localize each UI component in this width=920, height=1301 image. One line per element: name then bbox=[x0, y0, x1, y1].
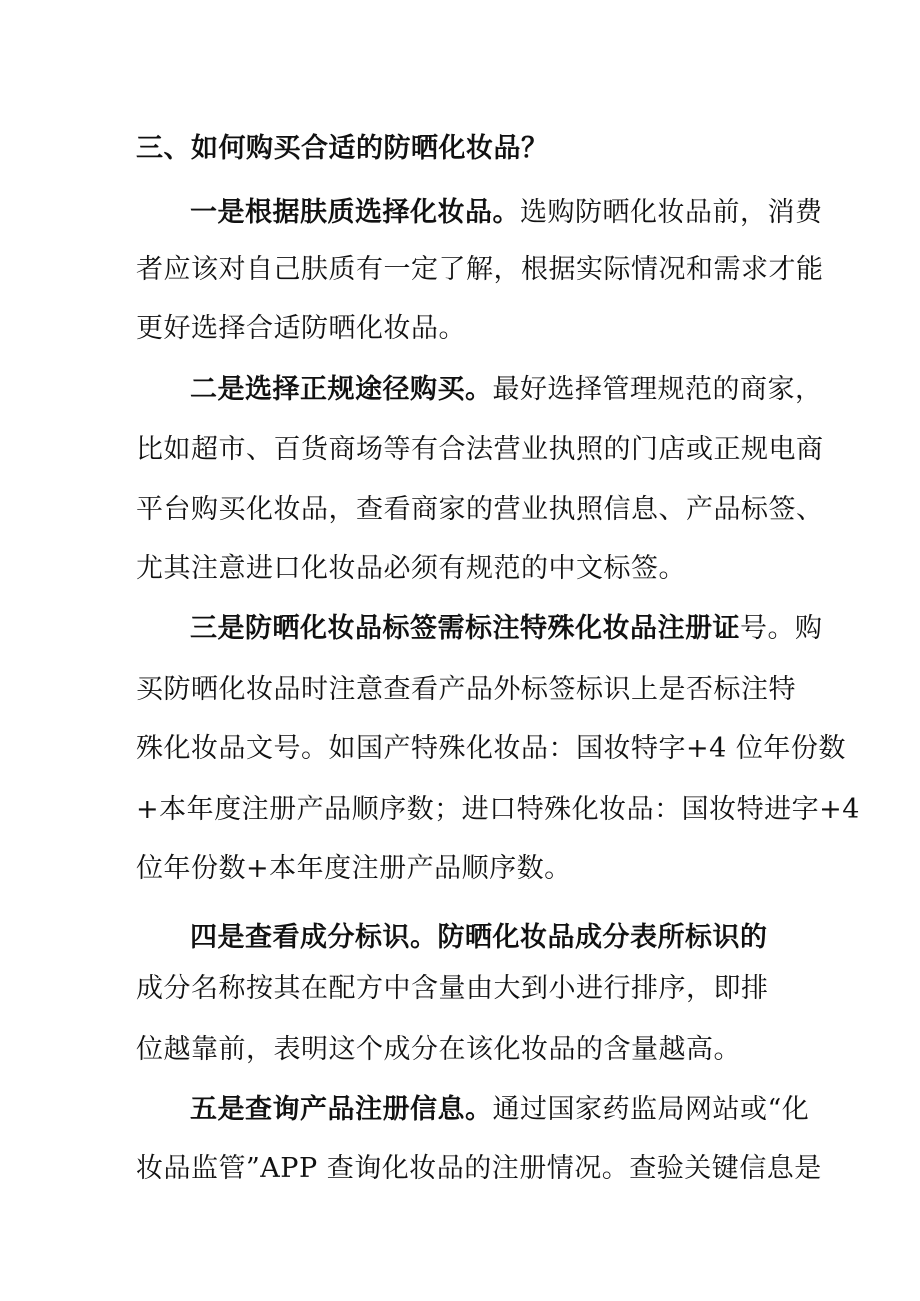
paragraph-1-line-3: 更好选择合适防晒化妆品。 bbox=[136, 313, 466, 344]
paragraph-5-line-1 bbox=[190, 1087, 809, 1126]
paragraph-4-line-1: 四是查看成分标识。防晒化妆品成分表所标识的 bbox=[190, 922, 768, 953]
paragraph-5-text: 通过国家药监局网站或“化 bbox=[492, 1094, 810, 1125]
paragraph-3-line-2: 买防晒化妆品时注意查看产品外标签标识上是否标注特 bbox=[136, 674, 796, 705]
paragraph-3-line-4: +本年度注册产品顺序数；进口特殊化妆品：国妆特进字+4 bbox=[136, 794, 860, 825]
paragraph-4-line-2: 成分名称按其在配方中含量由大到小进行排序，即排 bbox=[136, 973, 769, 1004]
paragraph-5-line-2: 妆品监管”APP 查询化妆品的注册情况。查验关键信息是 bbox=[136, 1153, 822, 1184]
paragraph-1-lead: 一是根据肤质选择化妆品。 bbox=[190, 197, 520, 228]
section-heading: 三、如何购买合适的防晒化妆品？ bbox=[136, 133, 549, 164]
paragraph-3-line-3: 殊化妆品文号。如国产特殊化妆品：国妆特字+4 位年份数 bbox=[136, 733, 846, 764]
paragraph-2-lead: 二是选择正规途径购买。 bbox=[190, 374, 493, 405]
paragraph-1-text: 选购防晒化妆品前，消费 bbox=[520, 197, 823, 228]
paragraph-3-line-1 bbox=[190, 606, 823, 645]
paragraph-1-line-2: 者应该对自己肤质有一定了解，根据实际情况和需求才能 bbox=[136, 254, 824, 285]
paragraph-1-line-1 bbox=[190, 190, 823, 229]
paragraph-4-line-3: 位越靠前，表明这个成分在该化妆品的含量越高。 bbox=[136, 1034, 741, 1065]
paragraph-2-text: 最好选择管理规范的商家， bbox=[492, 374, 823, 405]
paragraph-5-lead: 五是查询产品注册信息。 bbox=[190, 1094, 493, 1125]
paragraph-2-line-3: 平台购买化妆品，查看商家的营业执照信息、产品标签、 bbox=[136, 494, 824, 525]
paragraph-3-text: 号。购 bbox=[740, 613, 823, 644]
paragraph-2-line-2: 比如超市、百货商场等有合法营业执照的门店或正规电商 bbox=[136, 434, 824, 465]
paragraph-2-line-4: 尤其注意进口化妆品必须有规范的中文标签。 bbox=[136, 553, 686, 584]
paragraph-2-line-1 bbox=[190, 367, 823, 406]
paragraph-3-lead: 三是防晒化妆品标签需标注特殊化妆品注册证 bbox=[190, 613, 740, 644]
paragraph-3-line-5: 位年份数+本年度注册产品顺序数。 bbox=[136, 853, 572, 884]
